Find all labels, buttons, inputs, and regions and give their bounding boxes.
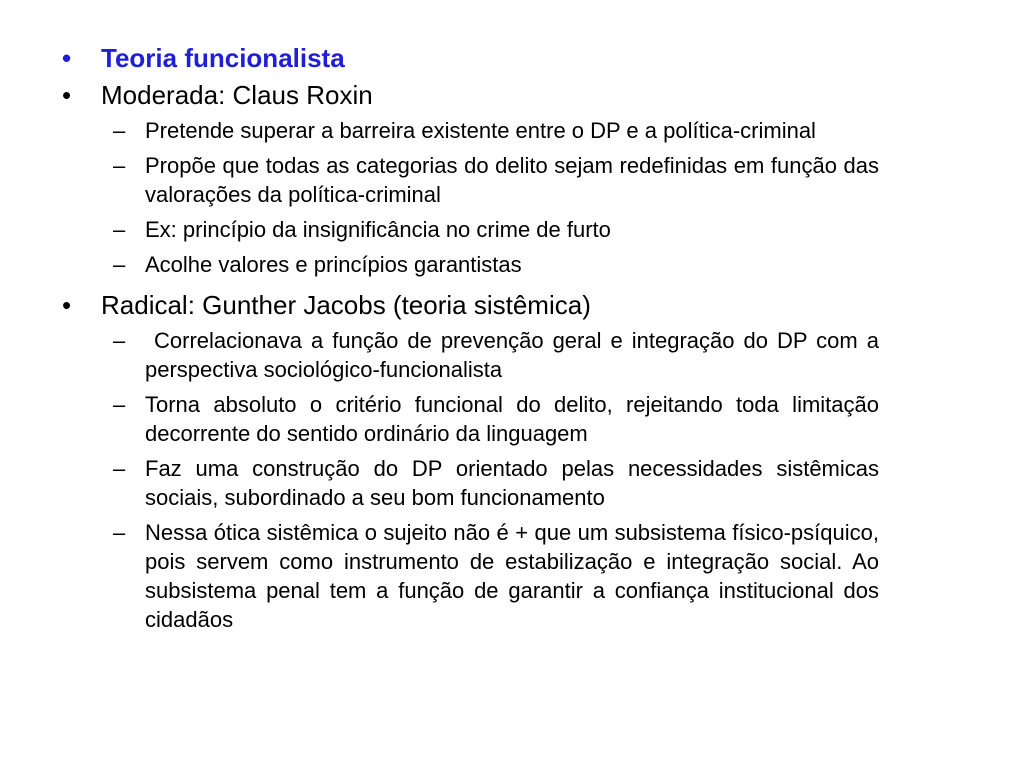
dash-bullet-icon: – xyxy=(113,328,126,353)
dash-bullet-icon: – xyxy=(113,118,126,143)
bullet-icon: • xyxy=(62,43,72,73)
list-item xyxy=(60,326,886,384)
list-item xyxy=(60,390,879,448)
slide-title-text: Teoria funcionalista xyxy=(101,43,345,73)
bullet-icon: • xyxy=(62,290,72,320)
list-item-text: Pretende superar a barreira existente entre o DP e a política-criminal xyxy=(145,118,816,143)
list-item xyxy=(60,151,879,209)
list-item-text: Faz uma construção do DP orientado pelas necessidades sistêmicas sociais, subordinado a seu bom funcionamento xyxy=(145,456,879,510)
list-item xyxy=(60,250,879,279)
section-heading-text: Radical: Gunther Jacobs (teoria sistêmica) xyxy=(101,290,591,320)
dash-bullet-icon: – xyxy=(113,153,126,178)
list-item xyxy=(60,454,879,512)
bullet-icon: • xyxy=(62,80,72,110)
dash-bullet-icon: – xyxy=(113,252,126,277)
dash-bullet-icon: – xyxy=(113,217,126,242)
list-item xyxy=(60,116,879,145)
list-item xyxy=(60,518,879,634)
dash-bullet-icon: – xyxy=(113,520,126,545)
list-item-text: Acolhe valores e princípios garantistas xyxy=(145,252,522,277)
slide-title xyxy=(60,42,964,75)
list-item-text: Ex: princípio da insignificância no crime de furto xyxy=(145,217,611,242)
list-item-text: Correlacionava a função de prevenção geral e integração do DP com a perspectiva sociológico-funcionalista xyxy=(145,328,886,382)
section-moderada-heading xyxy=(60,79,964,112)
dash-bullet-icon: – xyxy=(113,392,126,417)
list-item-text: Torna absoluto o critério funcional do delito, rejeitando toda limitação decorrente do sentido ordinário da linguagem xyxy=(145,392,879,446)
section-radical-heading xyxy=(60,289,964,322)
list-item xyxy=(60,215,879,244)
list-item-text: Nessa ótica sistêmica o sujeito não é + que um subsistema físico-psíquico, pois servem como instrumento de estabilização e integração social. Ao subsistema penal tem a função de garantir a confiança institucional dos cidadãos xyxy=(145,520,879,632)
dash-bullet-icon: – xyxy=(113,456,126,481)
list-item-text: Propõe que todas as categorias do delito sejam redefinidas em função das valorações da política-criminal xyxy=(145,153,879,207)
section-heading-text: Moderada: Claus Roxin xyxy=(101,80,373,110)
